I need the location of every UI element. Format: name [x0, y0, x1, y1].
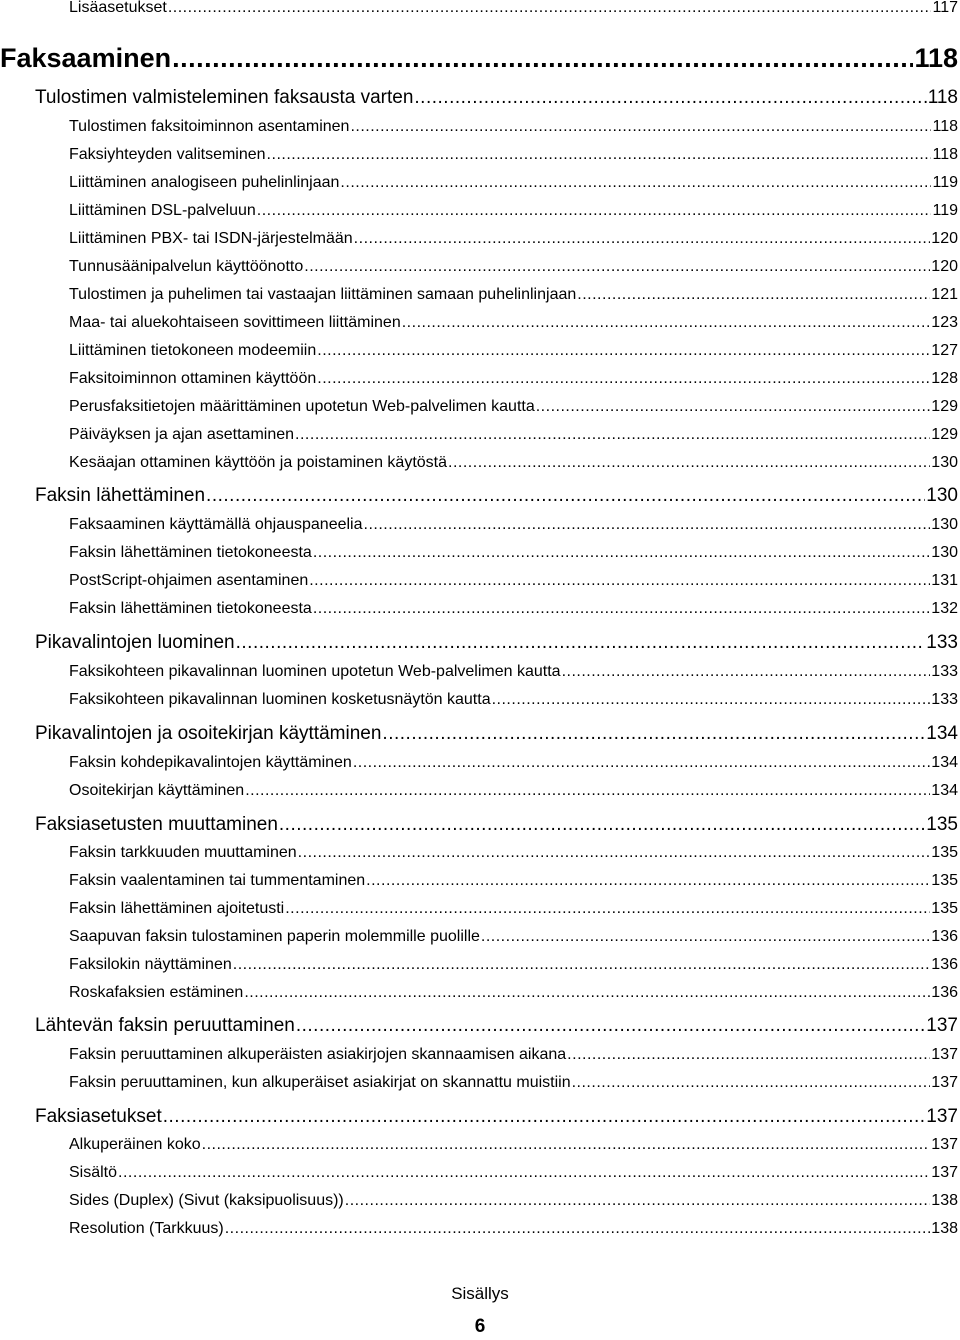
dot-leader [267, 146, 932, 164]
toc-page-number: 137 [931, 1136, 958, 1153]
dot-leader [382, 723, 925, 745]
toc-page-number: 136 [931, 928, 958, 945]
toc-page-number: 134 [931, 782, 958, 799]
toc-entry-label: Faksin kohdepikavalintojen käyttäminen [69, 754, 352, 771]
toc-page-number: 117 [932, 0, 958, 16]
toc-page-number: 118 [927, 87, 958, 108]
toc-entry-label: Tulostimen valmisteleminen faksausta varten [35, 87, 414, 108]
toc-subsection[interactable] [69, 398, 958, 416]
toc-page-number: 135 [926, 814, 958, 835]
toc-entry-label: Liittäminen analogiseen puhelinlinjaan [69, 174, 340, 191]
toc-subsection[interactable] [69, 202, 958, 220]
toc-entry-label: Roskafaksien estäminen [69, 984, 244, 1001]
toc-subsection[interactable] [69, 1136, 958, 1154]
dot-leader [172, 43, 913, 74]
dot-leader [536, 398, 931, 416]
toc-page-number: 135 [931, 844, 958, 861]
dot-leader [492, 691, 931, 709]
toc-section[interactable] [35, 723, 958, 745]
toc-subsection[interactable] [69, 258, 958, 276]
toc-entry-label: Faksin vaalentaminen tai tummentaminen [69, 872, 366, 889]
dot-leader [206, 485, 925, 507]
toc-entry-label: Faksiyhteyden valitseminen [69, 146, 266, 163]
dot-leader [236, 632, 926, 654]
toc-entry-label: Faksaaminen [0, 43, 172, 73]
toc-entry-label: Liittäminen DSL-palveluun [69, 202, 256, 219]
toc-page-number: 138 [931, 1192, 958, 1209]
dot-leader [257, 202, 932, 220]
dot-leader [340, 174, 931, 192]
toc-section[interactable] [35, 1015, 958, 1037]
toc-subsection[interactable] [69, 1192, 958, 1210]
toc-page-number: 132 [931, 600, 958, 617]
dot-leader [572, 1074, 931, 1092]
toc-entry-label: Faksin tarkkuuden muuttaminen [69, 844, 297, 861]
toc-section[interactable] [35, 485, 958, 507]
toc-subsection[interactable] [69, 984, 958, 1002]
toc-page-number: 121 [931, 286, 958, 303]
dot-leader [296, 1015, 925, 1037]
toc-entry-label: Alkuperäinen koko [69, 1136, 201, 1153]
toc-entry-label: Päiväyksen ja ajan asettaminen [69, 426, 295, 443]
dot-leader [364, 516, 931, 534]
toc-entry-label: Kesäajan ottaminen käyttöön ja poistaminen käytöstä [69, 454, 448, 471]
toc-page-number: 137 [931, 1074, 958, 1091]
toc-section[interactable] [35, 814, 958, 836]
dot-leader [402, 314, 931, 332]
toc-entry-label: Tulostimen ja puhelimen tai vastaajan liittäminen samaan puhelinlinjaan [69, 286, 577, 303]
toc-subsection[interactable] [69, 342, 958, 360]
toc-entry-label: Faksin peruuttaminen alkuperäisten asiakirjojen skannaamisen aikana [69, 1046, 567, 1063]
toc-entry-label: Pikavalintojen luominen [35, 632, 235, 653]
toc-entry-label: Tunnusäänipalvelun käyttöönotto [69, 258, 304, 275]
toc-page-number: 120 [931, 230, 958, 247]
toc-page-number: 133 [926, 632, 958, 653]
footer-section-label: Sisällys [451, 1284, 509, 1303]
toc-subsection[interactable] [69, 286, 958, 304]
dot-leader [279, 814, 925, 836]
toc-page-number: 137 [931, 1164, 958, 1181]
toc-subsection[interactable] [69, 1220, 958, 1238]
toc-entry-label: Tulostimen faksitoiminnon asentaminen [69, 118, 350, 135]
toc-page-number: 131 [931, 572, 958, 589]
toc-page-number: 133 [931, 663, 958, 680]
toc-page-number: 136 [931, 956, 958, 973]
toc-entry-label: Faksitoiminnon ottaminen käyttöön [69, 370, 317, 387]
dot-leader [309, 572, 930, 590]
toc-subsection[interactable] [69, 426, 958, 444]
toc-subsection[interactable] [69, 1164, 958, 1182]
toc-entry-label: PostScript-ohjaimen asentaminen [69, 572, 309, 589]
toc-entry-label: Faksiasetukset [35, 1106, 162, 1127]
dot-leader [295, 426, 930, 444]
toc-page-number: 118 [932, 118, 958, 135]
dot-leader [285, 900, 930, 918]
toc-subsection[interactable] [69, 572, 958, 590]
dot-leader [317, 370, 930, 388]
toc-entry-label: Faksikohteen pikavalinnan luominen kosketusnäytön kautta [69, 691, 491, 708]
toc-entry-label: Resolution (Tarkkuus) [69, 1220, 224, 1237]
toc-entry-label: Faksin lähettäminen tietokoneesta [69, 544, 312, 561]
toc-page-number: 137 [926, 1106, 958, 1127]
dot-leader [567, 1046, 930, 1064]
toc-section[interactable] [35, 1106, 958, 1128]
toc-subsection[interactable] [69, 516, 958, 534]
toc-page-number: 129 [931, 426, 958, 443]
toc-page-number: 135 [931, 872, 958, 889]
toc-subsection[interactable] [69, 691, 958, 709]
toc-page-number: 130 [926, 485, 958, 506]
toc-section[interactable] [35, 87, 958, 109]
dot-leader [366, 872, 930, 890]
toc-page-number: 123 [931, 314, 958, 331]
toc-subsection[interactable] [69, 1074, 958, 1092]
dot-leader [353, 754, 930, 772]
toc-section[interactable] [35, 632, 958, 654]
toc-entry-label: Liittäminen PBX- tai ISDN-järjestelmään [69, 230, 353, 247]
toc-page-number: 134 [926, 723, 958, 744]
toc-subsection[interactable] [69, 663, 958, 681]
dot-leader [481, 928, 930, 946]
toc-entry-label: Maa- tai aluekohtaiseen sovittimeen liittäminen [69, 314, 401, 331]
toc-entry-label: Sides (Duplex) (Sivut (kaksipuolisuus)) [69, 1192, 344, 1209]
dot-leader [202, 1136, 931, 1154]
toc-subsection[interactable] [69, 956, 958, 974]
toc-entry-label: Faksin lähettäminen ajoitetusti [69, 900, 285, 917]
toc-entry-label: Lähtevän faksin peruuttaminen [35, 1015, 295, 1036]
toc-subsection[interactable] [69, 0, 958, 17]
dot-leader [245, 782, 930, 800]
toc-page-number: 130 [931, 516, 958, 533]
dot-leader [317, 342, 930, 360]
toc-chapter[interactable] [0, 43, 958, 74]
toc-entry-label: Sisältö [69, 1164, 118, 1181]
dot-leader [313, 544, 930, 562]
toc-subsection[interactable] [69, 872, 958, 890]
toc-entry-label: Faksiasetusten muuttaminen [35, 814, 278, 835]
toc-entry-label: Faksaaminen käyttämällä ohjauspaneelia [69, 516, 363, 533]
dot-leader [350, 118, 931, 136]
toc-subsection[interactable] [69, 1046, 958, 1064]
toc-page-number: 119 [932, 174, 958, 191]
toc-page-number: 120 [931, 258, 958, 275]
toc-page-number: 128 [931, 370, 958, 387]
toc-page-number: 118 [932, 146, 958, 163]
toc-entry-label: Perusfaksitietojen määrittäminen upotetun Web-palvelimen kautta [69, 398, 535, 415]
toc-page-number: 135 [931, 900, 958, 917]
dot-leader [345, 1192, 931, 1210]
toc-subsection[interactable] [69, 928, 958, 946]
toc-page-number: 119 [932, 202, 958, 219]
toc-entry-label: Lisäasetukset [69, 0, 167, 16]
toc-entry-label: Saapuvan faksin tulostaminen paperin molemmille puolille [69, 928, 480, 945]
toc-page-number: 137 [926, 1015, 958, 1036]
toc-entry-label: Faksin peruuttaminen, kun alkuperäiset asiakirjat on skannattu muistiin [69, 1074, 571, 1091]
dot-leader [448, 454, 930, 472]
toc-subsection[interactable] [69, 754, 958, 772]
toc-page-number: 138 [931, 1220, 958, 1237]
dot-leader [233, 956, 931, 974]
toc-entry-label: Osoitekirjan käyttäminen [69, 782, 245, 799]
toc-entry-label: Faksilokin näyttäminen [69, 956, 232, 973]
toc-subsection[interactable] [69, 118, 958, 136]
toc-entry-label: Faksin lähettäminen [35, 485, 206, 506]
toc-page-number: 127 [931, 342, 958, 359]
toc-page-number: 137 [931, 1046, 958, 1063]
toc-subsection[interactable] [69, 146, 958, 164]
toc-subsection[interactable] [69, 782, 958, 800]
toc-subsection[interactable] [69, 844, 958, 862]
toc-subsection[interactable] [69, 900, 958, 918]
toc-entry-label: Faksin lähettäminen tietokoneesta [69, 600, 312, 617]
toc-subsection[interactable] [69, 370, 958, 388]
dot-leader [577, 286, 930, 304]
footer-page-number: 6 [474, 1316, 486, 1337]
dot-leader [244, 984, 930, 1002]
toc-page-number: 133 [931, 691, 958, 708]
toc-entry-label: Pikavalintojen ja osoitekirjan käyttäminen [35, 723, 382, 744]
toc-page-number: 118 [914, 43, 958, 73]
toc-page-number: 136 [931, 984, 958, 1001]
toc-subsection[interactable] [69, 454, 958, 472]
dot-leader [298, 844, 931, 862]
toc-entry-label: Faksikohteen pikavalinnan luominen upotetun Web-palvelimen kautta [69, 663, 561, 680]
toc-subsection[interactable] [69, 544, 958, 562]
dot-leader [414, 87, 926, 109]
toc-entry-label: Liittäminen tietokoneen modeemiin [69, 342, 317, 359]
toc-page-number: 134 [931, 754, 958, 771]
dot-leader [163, 1106, 926, 1128]
toc-subsection[interactable] [69, 230, 958, 248]
toc-subsection[interactable] [69, 314, 958, 332]
dot-leader [118, 1164, 930, 1182]
dot-leader [168, 0, 932, 17]
dot-leader [313, 600, 930, 618]
toc-subsection[interactable] [69, 600, 958, 618]
dot-leader [304, 258, 930, 276]
dot-leader [354, 230, 931, 248]
toc-subsection[interactable] [69, 174, 958, 192]
dot-leader [225, 1220, 931, 1238]
toc-page-number: 129 [931, 398, 958, 415]
toc-page-number: 130 [931, 454, 958, 471]
toc-page-number: 130 [931, 544, 958, 561]
dot-leader [562, 663, 931, 681]
